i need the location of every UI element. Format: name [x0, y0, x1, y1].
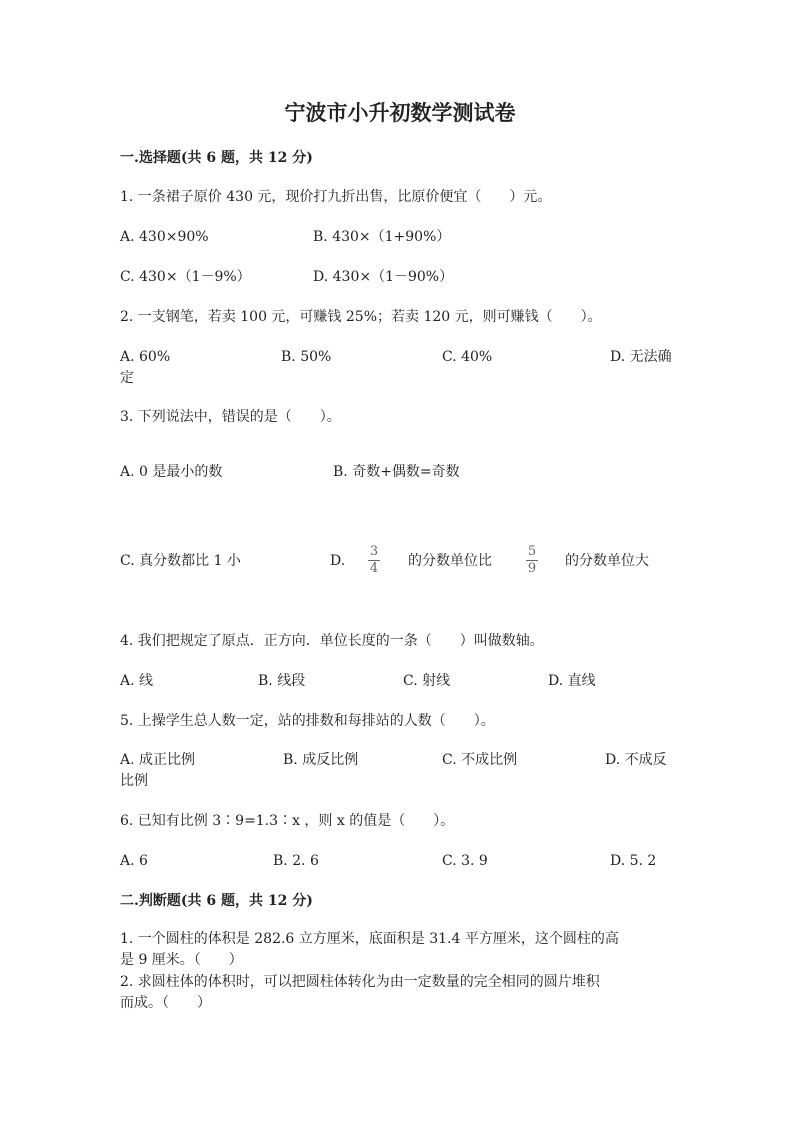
option-a: A. 0 是最小的数: [120, 464, 223, 480]
fraction-denominator: 9: [527, 561, 537, 576]
question-stem: 1. 一条裙子原价 430 元，现价打九折出售，比原价便宜（ ）元。: [120, 189, 552, 205]
option-d: D. 无法确: [610, 349, 672, 365]
fraction-numerator: 3: [369, 544, 379, 559]
option-d-wrap: 定: [120, 370, 134, 386]
fraction-numerator: 5: [527, 544, 537, 559]
option-d: D. 5. 2: [610, 853, 657, 869]
page-title: 宁波市小升初数学测试卷: [284, 100, 516, 125]
option-b: B. 奇数+偶数=奇数: [333, 464, 460, 480]
option-a: A. 430×90%: [120, 229, 209, 245]
option-d-text: 的分数单位比: [408, 553, 492, 569]
option-c: C. 真分数都比 1 小: [120, 553, 241, 569]
option-a: A. 6: [120, 853, 148, 869]
option-d-wrap: 比例: [120, 773, 148, 789]
option-b: B. 430×（1+90%）: [313, 229, 451, 245]
option-d: D. 不成反: [605, 752, 667, 768]
fraction-three-quarters: [368, 545, 380, 576]
judge-question-line: 2. 求圆柱体的体积时，可以把圆柱体转化为由一定数量的完全相同的圆片堆积: [120, 974, 600, 990]
option-d-text-end: 的分数单位大: [565, 553, 649, 569]
option-a: A. 成正比例: [120, 752, 196, 768]
option-a: A. 60%: [120, 349, 171, 365]
option-a: A. 线: [120, 673, 154, 689]
option-d: D.: [330, 553, 346, 569]
option-b: B. 50%: [281, 349, 332, 365]
question-stem: 2. 一支钢笔，若卖 100 元，可赚钱 25%；若卖 120 元，则可赚钱（ ）。: [120, 309, 602, 325]
question-stem: 5. 上操学生总人数一定，站的排数和每排站的人数（ ）。: [120, 713, 495, 729]
option-c: C. 430×（1－9%）: [120, 269, 251, 285]
question-stem: 6. 已知有比例 3∶9=1.3∶x ，则 x 的值是（ ）。: [120, 813, 455, 829]
option-b: B. 成反比例: [283, 752, 359, 768]
option-c: C. 3. 9: [442, 853, 488, 869]
option-c: C. 射线: [403, 673, 451, 689]
fraction-denominator: 4: [369, 561, 379, 576]
option-c: C. 不成比例: [442, 752, 518, 768]
fraction-five-ninths: [526, 545, 538, 576]
question-stem: 4. 我们把规定了原点．正方向．单位长度的一条（ ）叫做数轴。: [120, 633, 544, 649]
option-c: C. 40%: [442, 349, 493, 365]
section-heading-choice: 一.选择题(共 6 题，共 12 分): [120, 150, 313, 166]
option-d: D. 430×（1－90%）: [313, 269, 454, 285]
judge-question-line: 而成。（ ）: [120, 995, 211, 1011]
option-d: D. 直线: [548, 673, 596, 689]
option-b: B. 2. 6: [273, 853, 319, 869]
question-stem: 3. 下列说法中，错误的是（ ）。: [120, 409, 341, 425]
section-heading-judge: 二.判断题(共 6 题，共 12 分): [120, 893, 313, 909]
judge-question-line: 是 9 厘米。（ ）: [120, 952, 243, 968]
option-b: B. 线段: [258, 673, 306, 689]
judge-question-line: 1. 一个圆柱的体积是 282.6 立方厘米，底面积是 31.4 平方厘米，这个圆柱的高: [120, 931, 619, 947]
